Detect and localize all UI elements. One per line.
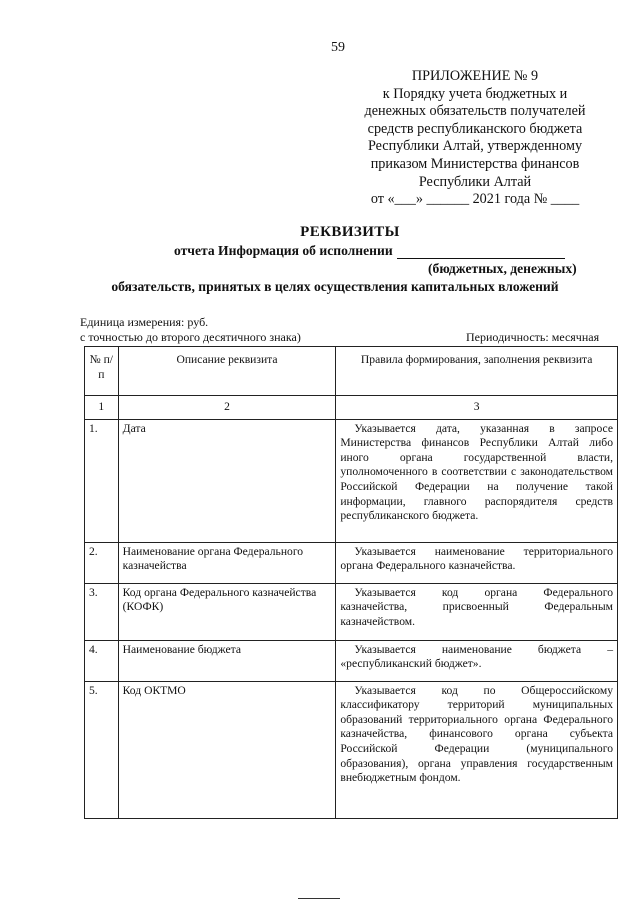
- table-row: [85, 419, 618, 542]
- row-rule: [336, 583, 618, 640]
- table-row: [85, 542, 618, 583]
- requisites-table: [84, 346, 618, 819]
- document-title: РЕКВИЗИТЫ: [300, 224, 400, 240]
- row-rule-text: Указывается наименование бюджета – «республиканский бюджет».: [340, 642, 613, 671]
- appendix-line: к Порядку учета бюджетных и: [382, 85, 568, 102]
- page-number: 59: [331, 40, 345, 55]
- appendix-block: [330, 68, 620, 209]
- table-row: [85, 681, 618, 818]
- subtitle-line-2: (бюджетных, денежных): [428, 261, 577, 276]
- appendix-line: денежных обязательств получателей: [364, 103, 586, 120]
- subtitle-line-1: [174, 243, 565, 259]
- row-rule-text: Указывается код по Общероссийскому классификатору территорий муниципальных образований территориального органа Федерального казначейства, финансового органа субъекта Российской Федерации (муниципального образования), органа управления государственным внебюджетным фондом.: [340, 683, 613, 785]
- column-number: 2: [118, 396, 336, 420]
- header-cell: Описание реквизита: [118, 347, 336, 396]
- appendix-line: Республики Алтай, утвержденному: [367, 138, 583, 155]
- row-description: Код ОКТМО: [118, 681, 336, 818]
- row-description: Наименование бюджета: [118, 640, 336, 681]
- table-row: [85, 583, 618, 640]
- row-number: 5.: [85, 681, 119, 818]
- header-cell: № п/п: [85, 347, 119, 396]
- units-line: Единица измерения: руб.: [80, 315, 209, 329]
- fill-in-blank: [397, 244, 565, 259]
- subtitle-line-3: обязательств, принятых в целях осуществления капитальных вложений: [111, 279, 559, 294]
- row-number: 2.: [85, 542, 119, 583]
- column-number: 3: [336, 396, 618, 420]
- row-number: 4.: [85, 640, 119, 681]
- table-header-row: [85, 347, 618, 396]
- row-description: Код органа Федерального казначейства (КОФК): [118, 583, 336, 640]
- appendix-line: Республики Алтай: [418, 173, 532, 190]
- row-number: 1.: [85, 419, 119, 542]
- appendix-line: ПРИЛОЖЕНИЕ № 9: [411, 68, 539, 84]
- column-number: 1: [85, 396, 119, 420]
- row-rule: [336, 681, 618, 818]
- column-number-row: [85, 396, 618, 420]
- row-rule-text: Указывается код органа Федерального казначейства, присвоенный Федеральным казначейством.: [340, 585, 613, 628]
- table-row: [85, 640, 618, 681]
- appendix-line: от «___» ______ 2021 года № ____: [370, 191, 580, 208]
- units-line: с точностью до второго десятичного знака): [80, 330, 301, 344]
- row-rule-text: Указывается дата, указанная в запросе Министерства финансов Республики Алтай либо иного органа государственной власти, уполномоченного в соответствии с законодательством Российской Федерации на получение такой информации, главного распорядителя средств республиканского бюджета.: [340, 421, 613, 523]
- periodicity: Периодичность: месячная: [466, 330, 600, 344]
- appendix-line: средств республиканского бюджета: [367, 120, 583, 137]
- row-number: 3.: [85, 583, 119, 640]
- row-rule-text: Указывается наименование территориального органа Федерального казначейства.: [340, 544, 613, 573]
- row-rule: [336, 640, 618, 681]
- footer-line: [298, 898, 340, 899]
- row-rule: [336, 542, 618, 583]
- header-cell: Правила формирования, заполнения реквизита: [336, 347, 618, 396]
- row-description: Дата: [118, 419, 336, 542]
- appendix-line: приказом Министерства финансов: [370, 155, 580, 172]
- units-block: [80, 315, 301, 345]
- row-rule: [336, 419, 618, 542]
- row-description: Наименование органа Федерального казначейства: [118, 542, 336, 583]
- subtitle-text: отчета Информация об исполнении: [174, 243, 393, 258]
